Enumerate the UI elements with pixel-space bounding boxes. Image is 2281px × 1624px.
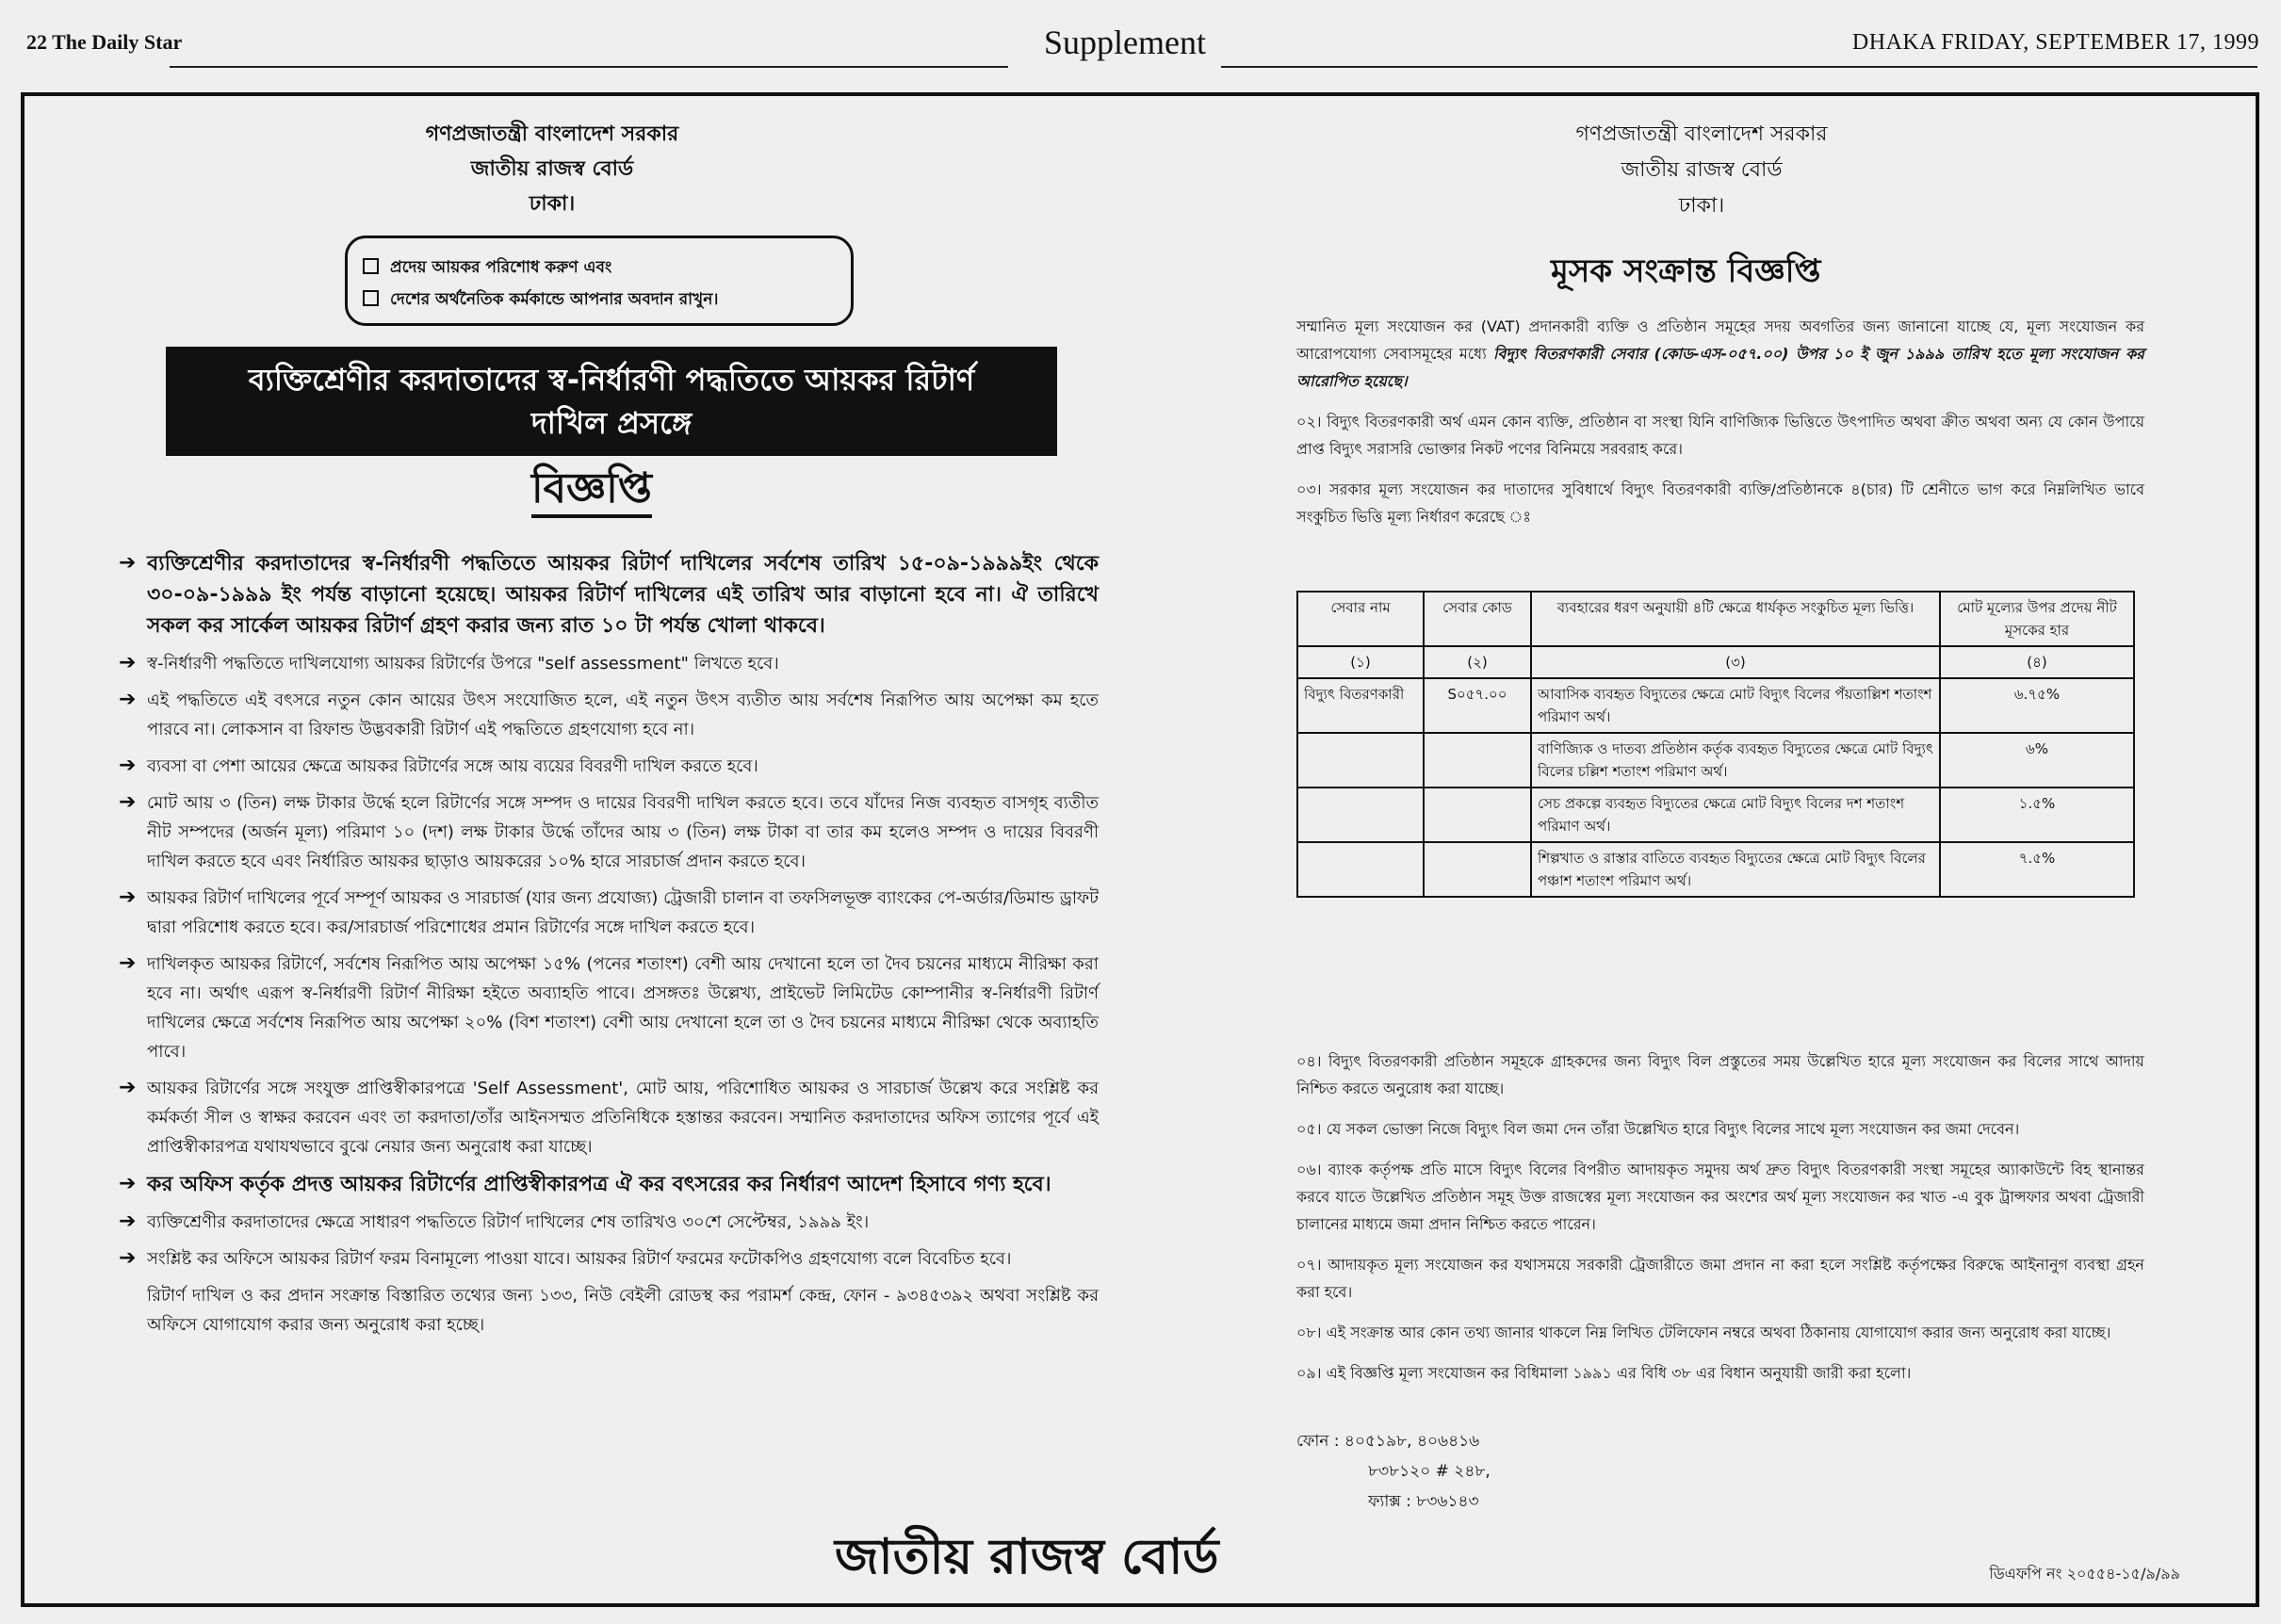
paragraph: ০২। বিদ্যুৎ বিতরণকারী অর্থ এমন কোন ব্যক্তি, প্রতিষ্ঠান বা সংস্থা যিনি বাণিজ্যিক ভিত্তিতে উৎপাদিত অথবা ক্রীত অথবা অন্য যে কোন উপায়ে প্রাপ্ত বিদ্যুৎ সরাসরি ভোক্তার নিকট পণের বিনিময়ে সরবরাহ করে।	[1296, 413, 2144, 458]
column-header: ব্যবহারের ধরণ অনুযায়ী ৪টি ক্ষেত্রে ধার্যকৃত সংকুচিত মূল্য ভিত্তি।	[1531, 592, 1940, 646]
rate-cell: ১.৫%	[1940, 788, 2134, 842]
column-header: সেবার কোড	[1424, 592, 1531, 646]
board-name: জাতীয় রাজস্ব বোর্ড	[470, 157, 634, 181]
dateline: DHAKA FRIDAY, SEPTEMBER 17, 1999	[1851, 30, 2259, 55]
column-number: (১)	[1297, 646, 1424, 678]
rate-cell: ৬.৭৫%	[1940, 678, 2134, 733]
basis-cell: আবাসিক ব্যবহৃত বিদ্যুতের ক্ষেত্রে মোট বিদ্যুৎ বিলের পঁয়তাল্লিশ শতাংশ পরিমাণ অর্থ।	[1531, 678, 1940, 733]
masthead	[26, 23, 2259, 70]
vat-notice	[1268, 96, 2229, 1509]
arrow-icon: ➔	[119, 651, 137, 674]
arrow-icon: ➔	[119, 754, 137, 777]
masthead-rule-left	[170, 66, 1008, 68]
slogan-line: দেশের অর্থনৈতিক কর্মকান্ডে আপনার অবদান রাখুন।	[363, 284, 836, 316]
list-item: ➔ মোট আয় ৩ (তিন) লক্ষ টাকার উর্দ্ধে হলে রিটার্ণের সঙ্গে সম্পদ ও দায়ের বিবরণী দাখিল করতে হবে। তবে যাঁদের নিজ ব্যবহৃত বাসগৃহ ব্যতীত নীট সম্পদের (অর্জন মূল্য) পরিমাণ ১০ (দশ) লক্ষ টাকার উর্দ্ধে তাঁদের আয় ৩ (তিন) লক্ষ টাকা বা তার কম হলেও সম্পদ ও দায়ের বিবরণী দাখিল করতে হবে এবং নির্ধারিত আয়কর ছাড়াও আয়করের ১০% হারে সারচার্জ প্রদান করতে হবে।	[119, 788, 1099, 876]
column-number: (৪)	[1940, 646, 2134, 678]
list-item: ➔ ব্যবসা বা পেশা আয়ের ক্ষেত্রে আয়কর রিটার্ণের সঙ্গে আয় ব্যয়ের বিবরণী দাখিল করতে হবে।	[119, 752, 1099, 781]
emphasis: বিদ্যুৎ বিতরণকারী সেবার (কোড-এস-০৫৭.০০) উপর ১০ ই জুন ১৯৯৯ তারিখ হতে মূল্য সংযোজন কর আরোপিত হয়েছে।	[1296, 345, 2144, 390]
contact-block	[1296, 1426, 1491, 1517]
list-item: ➔ স্ব-নির্ধারণী পদ্ধতিতে দাখিলযোগ্য আয়কর রিটার্ণের উপরে "self assessment" লিখতে হবে।	[119, 649, 1099, 678]
basis-cell: সেচ প্রকল্পে ব্যবহৃত বিদ্যুতের ক্ষেত্রে মোট বিদ্যুৎ বিলের দশ শতাংশ পরিমাণ অর্থ।	[1531, 788, 1940, 842]
list-item: ➔ ব্যক্তিশ্রেণীর করদাতাদের স্ব-নির্ধারণী পদ্ধতিতে আয়কর রিটার্ণ দাখিলের সর্বশেষ তারিখ ১৫-০৯-১৯৯৯ইং থেকে ৩০-০৯-১৯৯৯ ইং পর্যন্ত বাড়ানো হয়েছে। আয়কর রিটার্ণ দাখিলের এই তারিখ আর বাড়ানো হবে না। ঐ তারিখে সকল কর সার্কেল আয়কর রিটার্ণ গ্রহণ করার জন্য রাত ১০ টা পর্যন্ত খোলা থাকবে।	[119, 548, 1099, 641]
arrow-icon: ➔	[119, 1076, 137, 1099]
arrow-icon: ➔	[119, 551, 137, 575]
rate-cell: ৭.৫%	[1940, 842, 2134, 897]
table-number-row	[1297, 646, 2134, 678]
govt-name: গণপ্রজাতন্ত্রী বাংলাদেশ সরকার	[425, 122, 679, 146]
arrow-icon: ➔	[119, 1172, 137, 1195]
slogan-box	[345, 235, 854, 326]
list-item: ➔ সংশ্লিষ্ট কর অফিসে আয়কর রিটার্ণ ফরম বিনামূল্যে পাওয়া যাবে। আয়কর রিটার্ণ ফরমের ফটোকপিও গ্রহণযোগ্য বলে বিবেচিত হবে।	[119, 1244, 1099, 1274]
list-item: ➔ দাখিলকৃত আয়কর রিটার্ণে, সর্বশেষ নিরূপিত আয় অপেক্ষা ১৫% (পনের শতাংশ) বেশী আয় দেখানো হলে তা দৈব চয়নের মাধ্যমে নীরিক্ষা করা হবে না। অর্থাৎ এরূপ স্ব-নির্ধারণী রিটার্ণ নীরিক্ষা হইতে অব্যাহতি পাবে। প্রসঙ্গতঃ উল্লেখ্য, প্রাইভেট লিমিটেড কোম্পানীর স্ব-নির্ধারণী রিটার্ণ দাখিলের ক্ষেত্রে সর্বশেষ নিরূপিত আয় অপেক্ষা ২০% (বিশ শতাংশ) বেশী আয় দেখানো হলে তা ও দৈব চয়নের মাধ্যমে নীরিক্ষা থেকে অব্যাহতি পাবে।	[119, 950, 1099, 1066]
vat-notice-title: মূসক সংক্রান্ত বিজ্ঞপ্তি	[1551, 252, 1821, 290]
paragraph: ০৫। যে সকল ভোক্তা নিজে বিদ্যুৎ বিল জমা দেন তাঁরা উল্লেখিত হারে বিদ্যুৎ বিলের সাথে মূল্য সংযোজন কর জমা দেবেন।	[1296, 1120, 2020, 1138]
notice-banner	[166, 347, 1057, 456]
list-item: ➔ কর অফিস কর্তৃক প্রদত্ত আয়কর রিটার্ণের প্রাপ্তিস্বীকারপত্র ঐ কর বৎসরের কর নির্ধারণ আদেশ হিসাবে গণ্য হবে।	[119, 1169, 1099, 1200]
table-row	[1297, 678, 2134, 733]
phone-line: ফোন : ৪০৫১৯৮, ৪০৬৪১৬	[1296, 1432, 1480, 1451]
arrow-icon: ➔	[119, 790, 137, 814]
service-code: S০৫৭.০০	[1424, 678, 1531, 733]
list-item: ➔ আয়কর রিটার্ণের সঙ্গে সংযুক্ত প্রাপ্তিস্বীকারপত্রে 'Self Assessment', মোট আয়, পরিশোধিত আয়কর ও সারচার্জ উল্লেখ করে সংশ্লিষ্ট কর কর্মকর্তা সীল ও স্বাক্ষর করবেন এবং তা করদাতা/তাঁর আইনসম্মত প্রতিনিধিকে হস্তান্তর করবেন। সম্মানিত করদাতাদের অফিস ত্যাগের পূর্বে এই প্রাপ্তিস্বীকারপত্র যথাযথভাবে বুঝে নেয়ার জন্য অনুরোধ করা যাচ্ছে।	[119, 1074, 1099, 1161]
banner-line: ব্যক্তিশ্রেণীর করদাতাদের স্ব-নির্ধারণী পদ্ধতিতে আয়কর রিটার্ণ	[248, 362, 975, 398]
paragraph: ০৮। এই সংক্রান্ত আর কোন তথ্য জানার থাকলে নিম্ন লিখিত টেলিফোন নম্বরে অথবা ঠিকানায় যোগাযোগ করার জন্য অনুরোধ করা যাচ্ছে।	[1296, 1324, 2111, 1341]
paragraph: ০৬। ব্যাংক কর্তৃপক্ষ প্রতি মাসে বিদ্যুৎ বিলের বিপরীত আদায়কৃত সমুদয় অর্থ দ্রুত বিদ্যুৎ বিতরণকারী সংস্থা সমূহের অ্যাকাউন্টে বিহ স্থানান্তর করবে যাতে উল্লেখিত প্রতিষ্ঠান সমূহ উক্ত রাজস্বের মূল্য সংযোজন কর অংশের অর্থ মূল্য সংযোজন কর খাত -এ বুক ট্রান্সফার অথবা ট্রেজারী চালানের মাধ্যমে জমা প্রদান নিশ্চিত করতে পারেন।	[1296, 1161, 2144, 1233]
masthead-rule-right	[1221, 66, 2257, 68]
board-name: জাতীয় রাজস্ব বোর্ড	[1621, 158, 1783, 182]
phone-line-2: ৮৩৮১২০ # ২৪৮,	[1368, 1462, 1491, 1481]
paragraph: ০৩। সরকার মূল্য সংযোজন কর দাতাদের সুবিধার্থে বিদ্যুৎ বিতরণকারী ব্যক্তি/প্রতিষ্ঠানকে ৪(চার) টি শ্রেনীতে ভাগ করে নিম্নলিখিত ভাবে সংকুচিত ভিত্তি মূল্য নির্ধারণ করেছে ঃ	[1296, 480, 2144, 526]
fax-line: ফ্যাক্স : ৮৩৬১৪৩	[1368, 1492, 1479, 1511]
vat-intro	[1296, 313, 2144, 544]
list-item: ➔ এই পদ্ধতিতে এই বৎসরে নতুন কোন আয়ের উৎস সংযোজিত হলে, এই নতুন উৎস ব্যতীত আয় সর্বশেষ নিরূপিত আয় অপেক্ষা কম হতে পারবে না। লোকসান বা রিফান্ড উদ্ভবকারী রিটার্ণ এই পদ্ধতিতে গ্রহণযোগ্য হবে না।	[119, 686, 1099, 744]
column-number: (২)	[1424, 646, 1531, 678]
advertisement-frame	[21, 92, 2259, 1607]
column-number: (৩)	[1531, 646, 1940, 678]
govt-name: গণপ্রজাতন্ত্রী বাংলাদেশ সরকার	[1575, 122, 1828, 146]
checkbox-icon	[363, 258, 379, 274]
issuer-signature: জাতীয় রাজস্ব বোর্ড	[835, 1529, 1219, 1585]
column-header: সেবার নাম	[1297, 592, 1424, 646]
banner-line: দাখিল প্রসঙ্গে	[530, 405, 692, 441]
table-row	[1297, 788, 2134, 842]
paragraph: ০৭। আদায়কৃত মূল্য সংযোজন কর যথাসময়ে সরকারী ট্রেজারীতে জমা প্রদান না করা হলে সংশ্লিষ্ট কর্তৃপক্ষের বিরুদ্ধে আইনানুগ ব্যবস্থা গ্রহন করা হবে।	[1296, 1256, 2144, 1301]
table-header-row	[1297, 592, 2134, 646]
right-govt-header	[1475, 117, 1928, 224]
notice-items	[119, 548, 1099, 1347]
left-govt-header	[364, 117, 741, 221]
notice-title: বিজ্ঞপ্তি	[531, 463, 652, 518]
checkbox-icon	[363, 290, 379, 306]
table-row	[1297, 842, 2134, 897]
dfp-reference: ডিএফপি নং ২০৫৫৪-১৫/৯/৯৯	[1989, 1565, 2180, 1583]
table-row	[1297, 733, 2134, 788]
service-name: বিদ্যুৎ বিতরণকারী	[1297, 678, 1424, 733]
arrow-icon: ➔	[119, 951, 137, 975]
rate-cell: ৬%	[1940, 733, 2134, 788]
city-name: ঢাকা।	[529, 192, 576, 216]
paragraph: সম্মানিত মূল্য সংযোজন কর (VAT) প্রদানকারী ব্যক্তি ও প্রতিষ্ঠান সমূহের সদয় অবগতির জন্য জানানো যাচ্ছে যে, মূল্য সংযোজন কর আরোপযোগ্য সেবাসমূহের মধ্যে বিদ্যুৎ বিতরণকারী সেবার (কোড-এস-০৫৭.০০) উপর ১০ ই জুন ১৯৯৯ তারিখ হতে মূল্য সংযোজন কর আরোপিত হয়েছে।	[1296, 317, 2144, 390]
income-tax-notice	[81, 96, 1108, 1509]
list-item: ➔ ব্যক্তিশ্রেণীর করদাতাদের ক্ষেত্রে সাধারণ পদ্ধতিতে রিটার্ণ দাখিলের শেষ তারিখও ৩০শে সেপ্টেম্বর, ১৯৯৯ ইং।	[119, 1208, 1099, 1237]
vat-rate-table	[1296, 591, 2135, 898]
basis-cell: শিল্পখাত ও রাস্তার বাতিতে ব্যবহৃত বিদ্যুতের ক্ষেত্রে মোট বিদ্যুৎ বিলের পঞ্চাশ শতাংশ পরিমাণ অর্থ।	[1531, 842, 1940, 897]
arrow-icon: ➔	[119, 1246, 137, 1270]
vat-paragraphs	[1296, 1047, 2144, 1400]
arrow-icon: ➔	[119, 885, 137, 909]
slogan-line: প্রদেয় আয়কর পরিশোধ করুণ এবং	[363, 252, 836, 284]
column-header: মোট মূল্যের উপর প্রদেয় নীট মূসকের হার	[1940, 592, 2134, 646]
section-title: Supplement	[1044, 24, 1206, 61]
basis-cell: বাণিজ্যিক ও দাতব্য প্রতিষ্ঠান কর্তৃক ব্যবহৃত বিদ্যুতের ক্ষেত্রে মোট বিদ্যুৎ বিলের চল্লিশ শতাংশ পরিমাণ অর্থ।	[1531, 733, 1940, 788]
arrow-icon: ➔	[119, 1210, 137, 1233]
list-item: ➔ আয়কর রিটার্ণ দাখিলের পূর্বে সম্পূর্ণ আয়কর ও সারচার্জ (যার জন্য প্রযোজ্য) ট্রেজারী চালান বা তফসিলভূক্ত ব্যাংকের পে-অর্ডার/ডিমান্ড ড্রাফট দ্বারা পরিশোধ করতে হবে। কর/সারচার্জ পরিশোধের প্রমান রিটার্ণের সঙ্গে দাখিল করতে হবে।	[119, 884, 1099, 942]
paragraph: ০৯। এই বিজ্ঞপ্তি মূল্য সংযোজন কর বিধিমালা ১৯৯১ এর বিধি ৩৮ এর বিধান অনুযায়ী জারী করা হলো।	[1296, 1364, 1912, 1382]
arrow-icon: ➔	[119, 688, 137, 711]
paragraph: ০৪। বিদ্যুৎ বিতরণকারী প্রতিষ্ঠান সমূহকে গ্রাহকদের জন্য বিদ্যুৎ বিল প্রস্তুতের সময় উল্লেখিত হারে মূল্য সংযোজন কর বিলের সাথে আদায় নিশ্চিত করতে অনুরোধ করা যাচ্ছে।	[1296, 1052, 2144, 1097]
city-name: ঢাকা।	[1678, 194, 1725, 218]
closing-note: রিটার্ণ দাখিল ও কর প্রদান সংক্রান্ত বিস্তারিত তথ্যের জন্য ১৩৩, নিউ বেইলী রোডস্থ কর পরামর্শ কেন্দ্র, ফোন - ৯৩৪৫৩৯২ অথবা সংশ্লিষ্ট কর অফিসে যোগাযোগ করার জন্য অনুরোধ করা হচ্ছে।	[147, 1286, 1099, 1335]
page-number-and-paper: 22 The Daily Star	[26, 30, 183, 54]
